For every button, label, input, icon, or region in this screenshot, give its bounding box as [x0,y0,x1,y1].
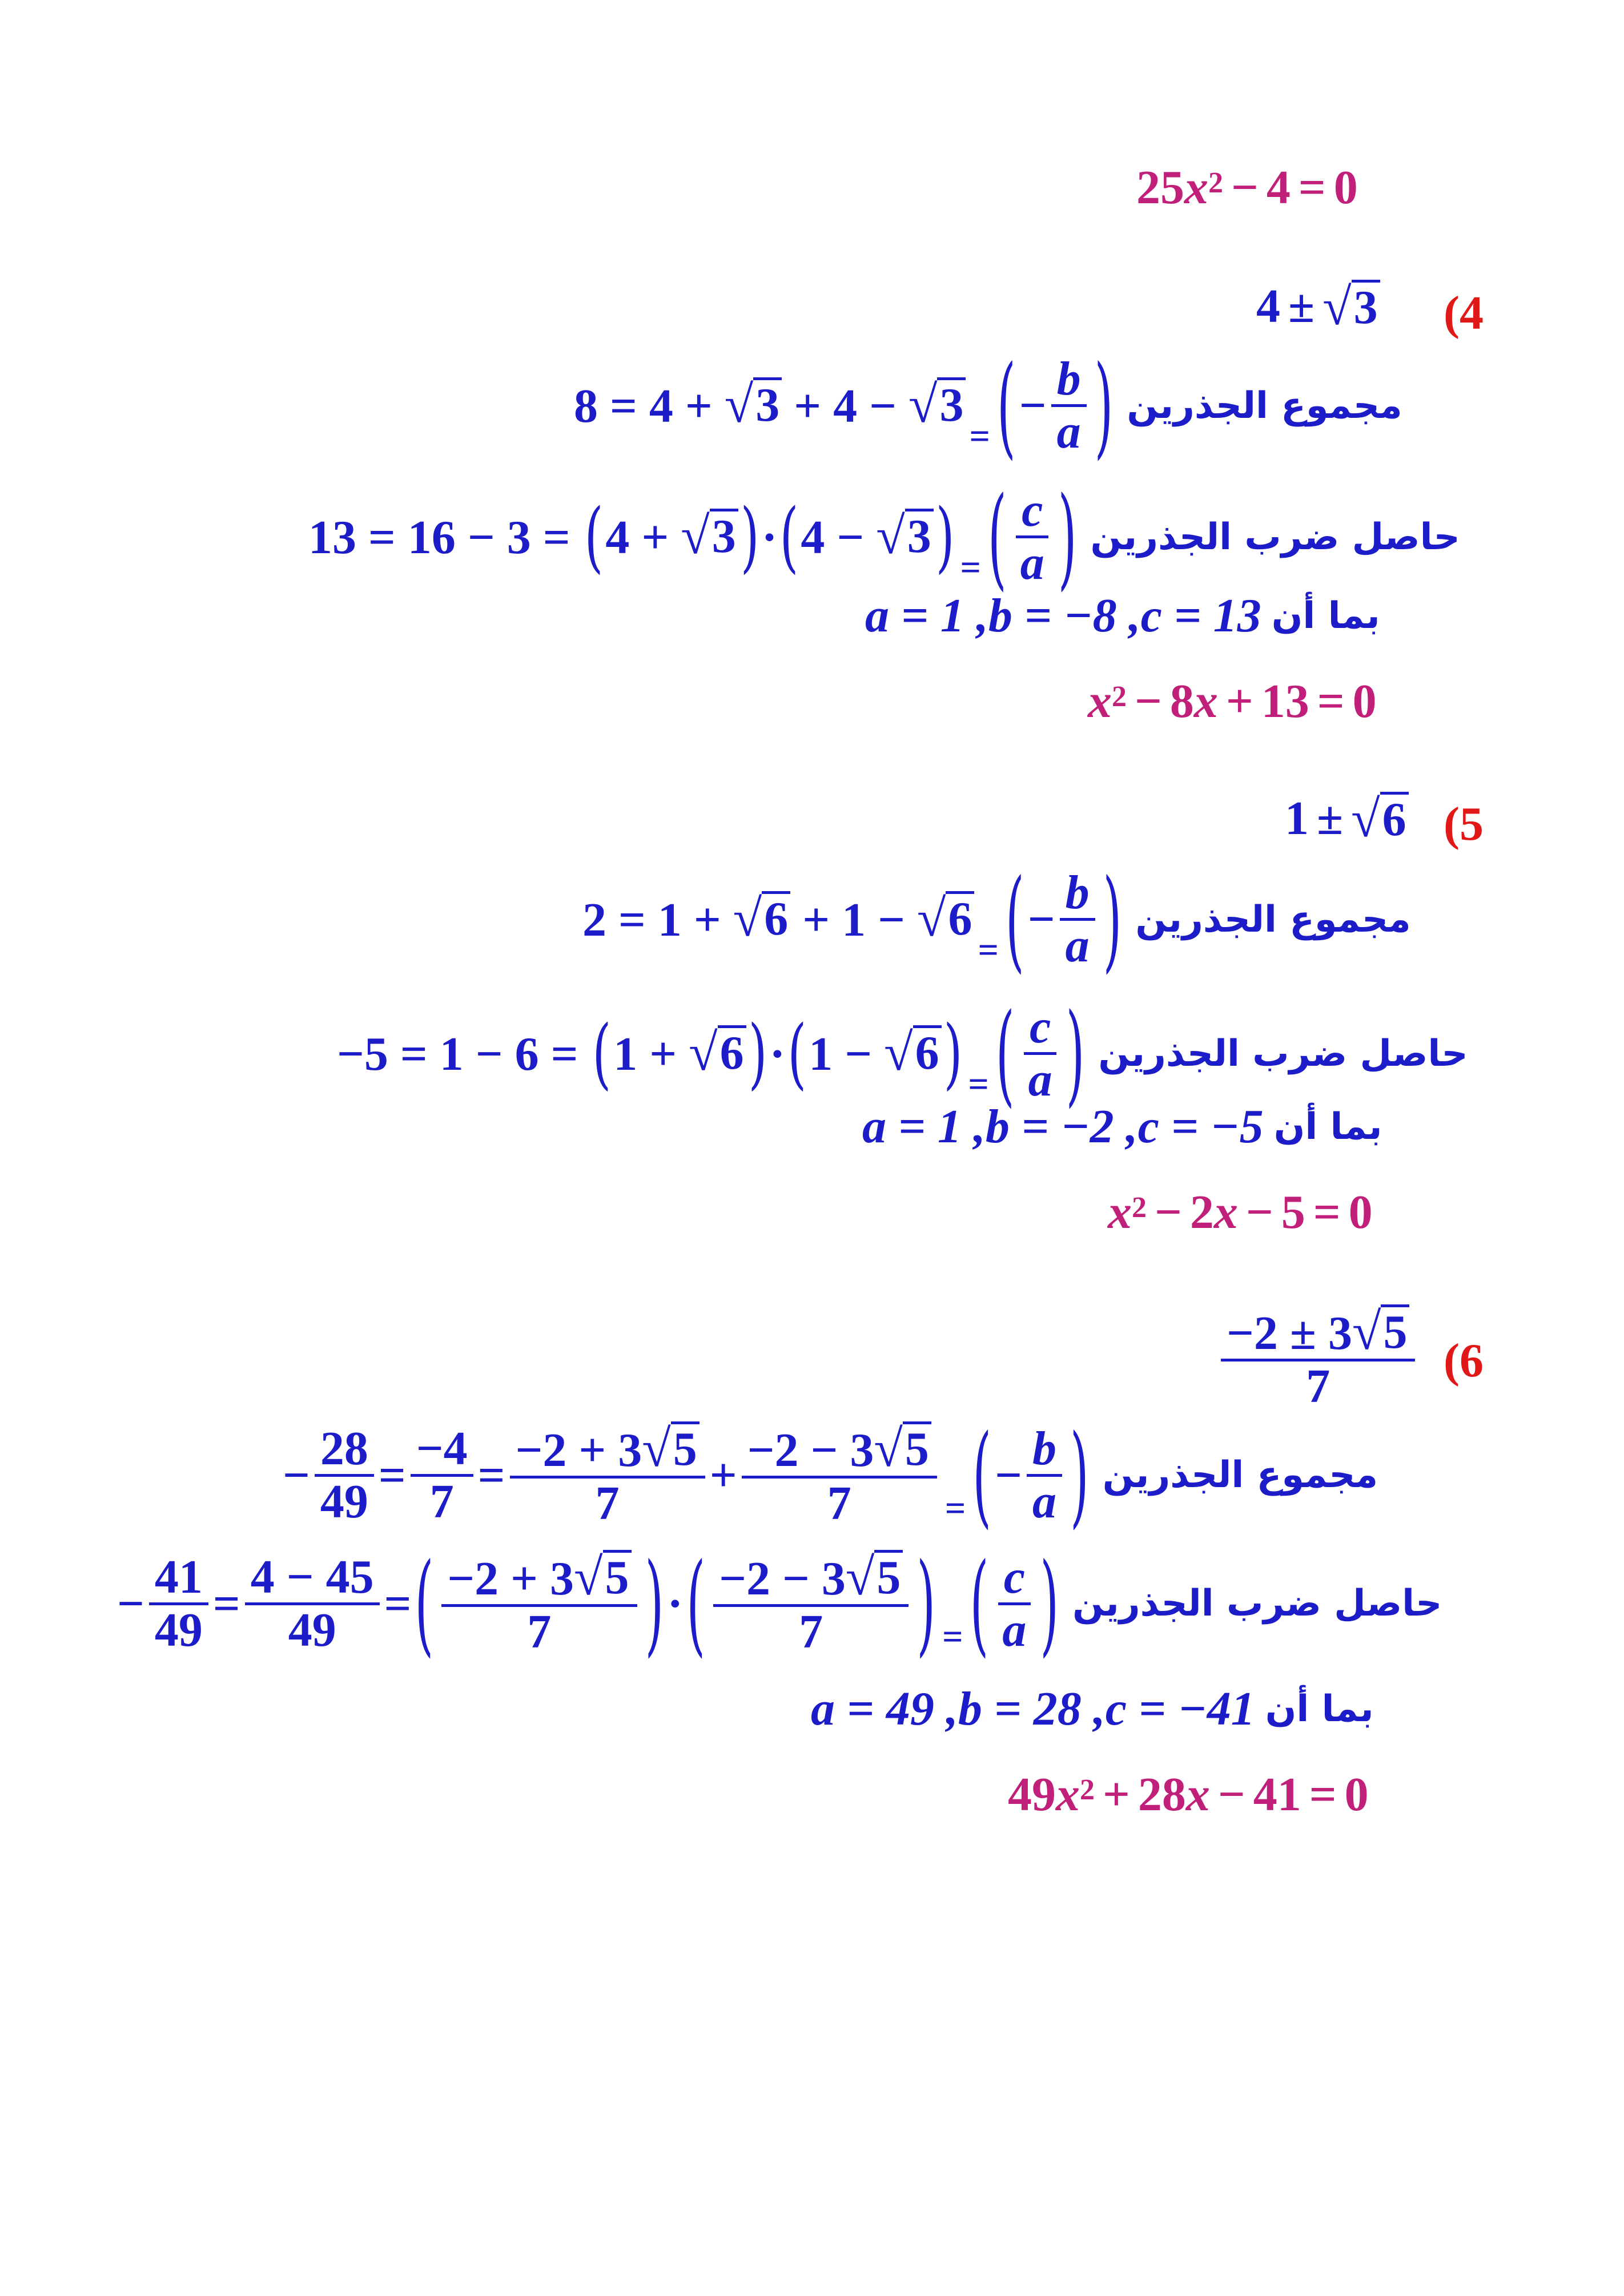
item-5-given-rhs: a = 1 ,b = −2 ,c = −5 [862,1100,1264,1153]
item-6-product-rhs: − $\frac{41}{49}$ = $\frac{4 - 45}{49}$ = ( −2 + 3 √ 5 7 ) · ( −2 − 3 √ 5 7 ) [117,1539,936,1668]
item-4-number: (4 [1444,287,1484,340]
item-5-product-line: −5 = 1 − 6 = (1 + √ 6 )·(1 − √ 6 ) = ( $\frac{c}{a}$ ) حاصل ضرب الجذرين [337,989,1468,1118]
item-6-given-rhs: a = 49 ,b = 28 ,c = −41 [811,1682,1255,1735]
item-4-given-rhs: a = 1 ,b = −8 ,c = 13 [865,589,1261,642]
item-4-product-line: 13 = 16 − 3 = (4 + √ 3 )·(4 − √ 3 ) = ( $\frac{c}{a}$ ) حاصل ضرب الجذرين [308,472,1460,602]
c-over-a-fraction: $\frac{c}{a}$ [1015,485,1050,589]
c-over-a-fraction: $\frac{c}{a}$ [996,1552,1032,1655]
top-equation: 25 x $^2$ − 4 = 0 [1136,161,1358,214]
item-6-product-label: حاصل ضرب الجذرين [1072,1582,1442,1625]
item-4-sum-label: مجموع الجذرين [1127,384,1402,427]
item-6-sum-rhs: − $\frac{28}{49}$ = $\frac{-4}{7}$ = −2 + 3 √ 5 7 + −2 − 3 √ 5 7 [283,1421,942,1529]
item-6-product-line: − $\frac{41}{49}$ = $\frac{4 - 45}{49}$ = ( −2 + 3 √ 5 7 ) · ( −2 − 3 √ 5 7 ) = ( $\frac{c}{a}$ ) حاصل ضرب الجذرين [117,1539,1442,1668]
item-4-roots: 4 ± √ 3 [1256,279,1380,334]
item-6-number: (6 [1444,1334,1484,1387]
item-5-given-label: بما أن [1273,1105,1382,1148]
item-6-sum-label: مجموع الجذرين [1102,1454,1378,1497]
item-4-given-line [865,588,1380,643]
item-6-sum-line: − $\frac{28}{49}$ = $\frac{-4}{7}$ = −2 + 3 √ 5 7 + −2 − 3 √ 5 7 = ( − $\frac{b}{a}$ ) مجموع الجذرين [283,1411,1378,1540]
item-5-sum-rhs: 2 = 1 + √ 6 + 1 − √ 6 [582,891,974,948]
item-5-result: x $^2$ − 2 x − 5 = 0 [1108,1186,1373,1239]
b-over-a-fraction: $\frac{b}{a}$ [1060,868,1095,971]
item-6-given-line [811,1681,1374,1737]
b-over-a-fraction: $\frac{b}{a}$ [1027,1424,1062,1527]
item-5-sum-line: 2 = 1 + √ 6 + 1 − √ 6 = ( − $\frac{b}{a}$ ) مجموع الجذرين [582,855,1411,984]
item-4-given-label: بما أن [1271,594,1380,637]
item-4-product-rhs: 13 = 16 − 3 = (4 + √ 3 )·(4 − √ 3 ) [308,492,955,582]
item-5-sum-label: مجموع الجذرين [1135,898,1411,941]
item-6-roots: −2 ± 3 √ 5 7 [1216,1304,1420,1412]
item-5-product-rhs: −5 = 1 − 6 = (1 + √ 6 )·(1 − √ 6 ) [337,1008,963,1098]
item-6-given-label: بما أن [1265,1687,1374,1730]
item-4-sum-rhs: 8 = 4 + √ 3 + 4 − √ 3 [574,377,966,434]
c-over-a-fraction: $\frac{c}{a}$ [1023,1002,1058,1105]
item-5-number: (5 [1444,797,1484,851]
item-4-result: x $^2$ − 8 x + 13 = 0 [1088,675,1377,728]
item-5-roots: 1 ± √ 6 [1285,791,1409,846]
item-5-product-label: حاصل ضرب الجذرين [1098,1032,1468,1075]
item-5-given-line [862,1099,1382,1154]
b-over-a-fraction: $\frac{b}{a}$ [1051,354,1087,457]
item-6-result: 49 x $^2$ + 28 x − 41 = 0 [1008,1768,1369,1821]
item-4-sum-line: 8 = 4 + √ 3 + 4 − √ 3 = ( − $\frac{b}{a}$ ) مجموع الجذرين [574,341,1402,470]
item-4-product-label: حاصل ضرب الجذرين [1090,515,1460,558]
